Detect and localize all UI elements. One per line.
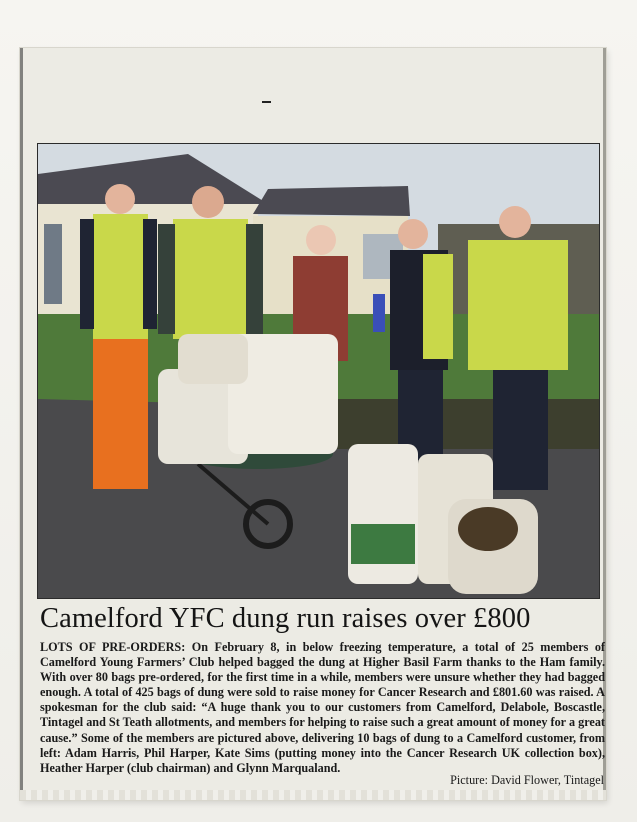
person-face <box>398 219 428 249</box>
dung-contents <box>458 507 518 551</box>
hi-vis-vest <box>93 214 148 344</box>
person-legs <box>493 370 548 490</box>
torn-edge <box>20 790 606 800</box>
window-left <box>44 224 62 304</box>
photo-credit: Picture: David Flower, Tintagel <box>450 773 604 787</box>
print-mark <box>262 101 271 103</box>
person-arm <box>80 219 94 329</box>
person-face <box>499 206 531 238</box>
collection-box <box>373 294 385 332</box>
bag-print <box>351 524 415 564</box>
person-arm <box>158 224 175 334</box>
roof-right <box>253 186 410 216</box>
person-face <box>192 186 224 218</box>
hi-vis-vest <box>173 219 248 339</box>
person-face <box>306 225 336 255</box>
article-body <box>40 640 605 780</box>
clipping-left-edge <box>20 48 23 800</box>
orange-trousers <box>93 339 148 489</box>
person-arm <box>246 224 263 334</box>
article-text: On February 8, in below freezing temperature, a total of 25 members of Camelford Young Farmers’ Club helped bagged the dung at Higher Basil Farm thanks to the Ham family. With over 80 bags pre-ordered, for the first time in a while, members were unsure whether they had bagged enough. A total of 425 bags of dung were sold to raise money for Cancer Research and £801.60 was raised. A spokesman for the club said: “A huge thank you to our customers from Camelford, Delabole, Boscastle, Tintagel and St Teath allotments, and members for helping to raise such a great amount of money for a great cause.” Some of the members are pictured above, delivering 10 bags of dung to a Camelford customer, from left: Adam Harris, Phil Harper, Kate Sims (putting money into the Cancer Research UK collection box), Heather Harper (club chairman) and Glynn Marqualand. <box>40 640 605 775</box>
person-face <box>105 184 135 214</box>
headline: Camelford YFC dung run raises over £800 <box>40 603 531 634</box>
photo-illustration <box>38 144 599 598</box>
hedge <box>328 399 599 449</box>
hi-vis-vest <box>423 254 453 359</box>
hi-vis-vest <box>468 240 568 370</box>
person-arm <box>143 219 157 329</box>
article-lede: LOTS OF PRE-ORDERS: <box>40 640 186 654</box>
dung-bag <box>178 334 248 384</box>
news-photo <box>37 143 600 599</box>
